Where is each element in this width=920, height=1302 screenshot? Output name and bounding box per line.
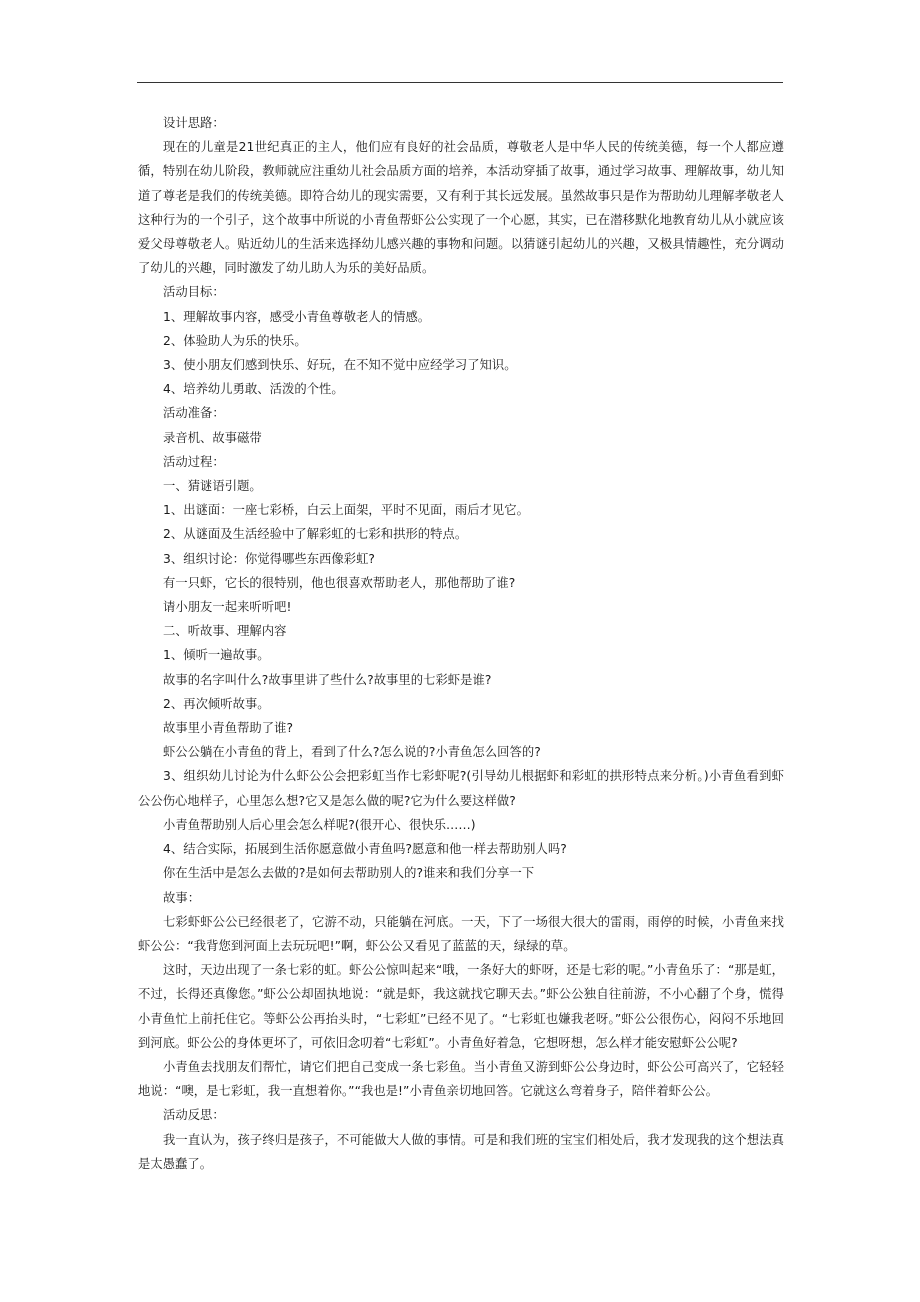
process-step: 4、结合实际，拓展到生活你愿意做小青鱼吗?愿意和他一样去帮助别人吗?: [163, 842, 567, 857]
heading-activity-process: 活动过程：: [163, 454, 225, 469]
heading-activity-preparation: 活动准备：: [163, 406, 225, 421]
process-text: 故事里小青鱼帮助了谁?: [163, 721, 294, 736]
process-text: 请小朋友一起来听听吧!: [163, 600, 292, 615]
process-step: 2、再次倾听故事。: [163, 696, 270, 711]
document-body: [138, 111, 784, 1176]
process-step: 3、组织幼儿讨论为什么虾公公会把彩虹当作七彩虾呢?(引导幼儿根据虾和彩虹的拱形特点来分析。)小青鱼看到虾公公伤心地样子，心里怎么想?它又是怎么做的呢?它为什么要这样做?: [138, 769, 784, 808]
process-step: 2、从谜面及生活经验中了解彩虹的七彩和拱形的特点。: [163, 527, 468, 542]
process-text: 虾公公躺在小青鱼的背上，看到了什么?怎么说的?小青鱼怎么回答的?: [163, 745, 541, 760]
heading-activity-reflection: 活动反思：: [163, 1108, 225, 1123]
story-paragraph: 小青鱼去找朋友们帮忙，请它们把自己变成一条七彩鱼。当小青鱼又游到虾公公身边时，虾公公可高兴了，它轻轻地说：“噢，是七彩虹，我一直想着你。”“我也是!”小青鱼亲切地回答。它就这么弯着身子，陪伴着虾公公。: [138, 1059, 784, 1099]
paragraph-design-idea: 现在的儿童是21世纪真正的主人，他们应有良好的社会品质，尊敬老人是中华人民的传统美德，每一个人都应遵循，特别在幼儿阶段，教师就应注重幼儿社会品质方面的培养，本活动穿插了故事，通过学习故事、理解故事，幼儿知道了尊老是我们的传统美德。即符合幼儿的现实需要，又有利于其长远发展。虽然故事只是作为帮助幼儿理解孝敬老人这种行为的一个引子，这个故事中所说的小青鱼帮虾公公实现了一个心愿，其实，已在潜移默化地教育幼儿从小就应该爱父母尊敬老人。贴近幼儿的生活来选择幼儿感兴趣的事物和问题。以猜谜引起幼儿的兴趣，又极具情趣性，充分调动了幼儿的兴趣，同时激发了幼儿助人为乐的美好品质。: [138, 140, 784, 276]
goal-item: 4、培养幼儿勇敢、活泼的个性。: [163, 382, 344, 397]
heading-activity-goals: 活动目标：: [163, 285, 225, 300]
heading-design-idea: 设计思路：: [163, 116, 225, 130]
goal-item: 3、使小朋友们感到快乐、好玩，在不知不觉中应经学习了知识。: [163, 358, 517, 373]
reflection-paragraph: 我一直认为，孩子终归是孩子，不可能做大人做的事情。可是和我们班的宝宝们相处后，我才发现我的这个想法真是太愚蠢了。: [138, 1132, 784, 1171]
goal-item: 1、理解故事内容，感受小青鱼尊敬老人的情感。: [163, 309, 431, 324]
process-section-title: 二、听故事、理解内容: [163, 624, 287, 639]
process-text: 有一只虾，它长的很特别，他也很喜欢帮助老人，那他帮助了谁?: [163, 575, 516, 590]
heading-story: 故事：: [163, 890, 201, 905]
header-rule: [137, 82, 783, 83]
process-text: 故事的名字叫什么?故事里讲了些什么?故事里的七彩虾是谁?: [163, 672, 492, 687]
process-step: 3、组织讨论：你觉得哪些东西像彩虹?: [163, 551, 376, 566]
process-step: 1、出谜面：一座七彩桥，白云上面架，平时不见面，雨后才见它。: [163, 503, 529, 518]
preparation-text: 录音机、故事磁带: [163, 430, 262, 445]
goal-item: 2、体验助人为乐的快乐。: [163, 333, 307, 348]
story-paragraph: 七彩虾虾公公已经很老了，它游不动，只能躺在河底。一天，下了一场很大很大的雷雨，雨停的时候，小青鱼来找虾公公：“我背您到河面上去玩玩吧!”啊，虾公公又看见了蓝蓝的天，绿绿的草。: [138, 914, 784, 953]
process-step: 1、倾听一遍故事。: [163, 648, 270, 663]
process-section-title: 一、猜谜语引题。: [163, 479, 262, 494]
story-paragraph: 这时，天边出现了一条七彩的虹。虾公公惊叫起来“哦，一条好大的虾呀，还是七彩的呢。”小青鱼乐了：“那是虹，不过，长得还真像您。”虾公公却固执地说：“就是虾，我这就找它聊天去。”虾公公独自往前游，不小心翻了个身，慌得小青鱼忙上前托住它。等虾公公再抬头时，“七彩虹”已经不见了。“七彩虹也嫌我老呀。”虾公公很伤心，闷闷不乐地回到河底。虾公公的身体更坏了，可依旧念叨着“七彩虹”。小青鱼好着急，它想呀想，怎么样才能安慰虾公公呢?: [138, 963, 784, 1050]
process-text: 你在生活中是怎么去做的?是如何去帮助别人的?谁来和我们分享一下: [163, 866, 535, 881]
process-text: 小青鱼帮助别人后心里会怎么样呢?(很开心、很快乐……): [163, 817, 476, 832]
